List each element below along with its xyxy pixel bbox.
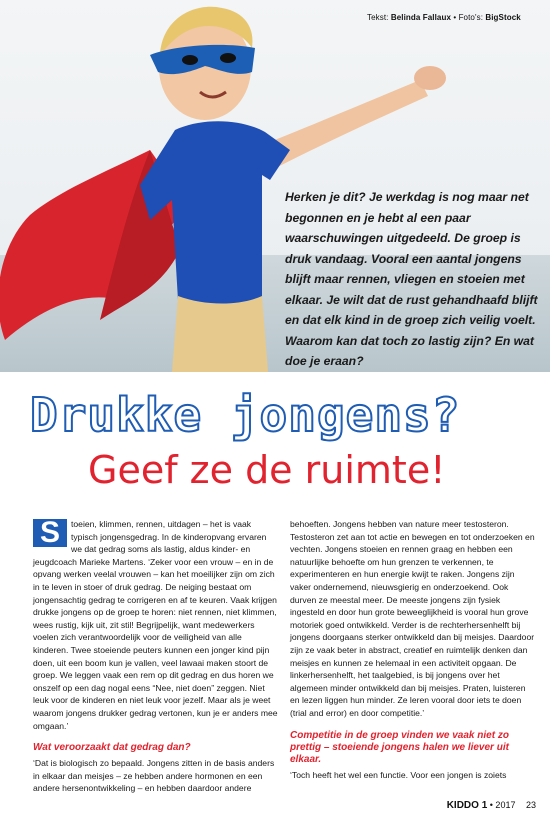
- shorts: [172, 296, 268, 372]
- page-number: 23: [525, 800, 536, 810]
- credit-separator: •: [451, 13, 459, 22]
- issue-year: • 2017: [489, 800, 516, 810]
- credit-author: Belinda Fallaux: [390, 13, 452, 22]
- drop-cap: S: [33, 519, 67, 547]
- intro-paragraph: Herken je dit? Je werkdag is nog maar net begonnen en je hebt al een paar waarschuwingen uitgedeeld. De groep is druk vandaag. Vooral een aantal jongens blijft maar rennen, vliegen en stoeien met elkaar. Je wilt dat de rust gehandhaafd blijft en dat elk kind in de groep zich veilig voelt. Waarom kan dat toch zo lastig zijn? En wat doe je eraan?: [285, 190, 538, 368]
- hero-photo: [0, 0, 550, 372]
- article-column-right: [290, 518, 535, 781]
- credit-text-label: Tekst:: [367, 13, 389, 22]
- photo-credit: [367, 13, 521, 22]
- fist: [414, 66, 446, 90]
- subheading-cause: Wat veroorzaakt dat gedrag dan?: [33, 742, 191, 754]
- article-paragraph: [33, 518, 278, 732]
- right-paragraph-2: ‘Toch heeft het wel een functie. Voor een jongen is zoiets: [290, 769, 507, 780]
- right-paragraph-1: behoeften. Jongens hebben van nature meer testosteron. Testosteron zet aan tot actie en bewegen en tot onderzoeken en vechten. Jongens stoeien en rennen graag en hebben een natuurlijke behoefte om hun grenzen te verkennen, te experimenteren en hun energie kwijt te raken. Jongens zijn vaker ondernemend, nieuwsgierig en onderzoekend. Ook durven ze meestal meer. De meeste jongens zijn fysiek ingesteld en door hun grote beweeglijkheid is vooral hun grove motoriek goed ontwikkeld. Verder is de rechterhersenhelft bij jongens doorgaans sterker ontwikkeld dan bij meisjes. Daardoor zijn ze vaak beter in abstract, creatief en ruimtelijk denken dan meisjes en kunnen ze helemaal in een activiteit opgaan. De linkerhersenhelft, het taalgebied, is bij jongens over het algemeen minder ontwikkeld dan bij meisjes. Praten, luisteren en lezen liggen hun minder. Ze leren vooral door iets te doen (trial and error) en door competitie.’: [290, 519, 535, 718]
- headline-line2: Geef ze de ruimte!: [88, 448, 446, 492]
- credit-photo-label: Foto's:: [458, 13, 484, 22]
- article-column-left: [33, 518, 278, 795]
- page-footer: [447, 800, 536, 811]
- subheading-competition: Competitie in de groep vinden we vaak niet zo prettig – stoeiende jongens halen we liever uit elkaar.: [290, 729, 509, 765]
- left-paragraph-1: toeien, klimmen, rennen, uitdagen – het is vaak typisch jongensgedrag. In de kinderopvang ervaren we dat gedrag soms als lastig, aldus kinder- en jeugdcoach Marieke Martens. ‘Zeker voor een vrouw – en in de opvang werken veelal vrouwen – kan het moeilijker zijn om zich in te leven in stoer of druk gedrag. De neiging bestaat om jongensachtig gedrag te corrigeren en af te keuren. Vaak krijgen drukke jongens op de groep te horen: niet rennen, niet klimmen, wees rustig, kijk uit, zit stil! Begrijpelijk, want medewerkers voelen zich verantwoordelijk voor de veiligheid van alle kinderen. Twee stoeiende peuters kunnen een jonger kind pijn doen, uit een boom kun je vallen, veel lawaai maken stoort de groep. We leggen vaak een rem op dit gedrag en dus horen we onszelf op een dag nogal eens “Nee, niet doen” zeggen. Niet leuk voor de kinderen en niet leuk voor jezelf. Maar als je weet waarom jongens drukker gedrag vertonen, kun je er anders mee omgaan.’: [33, 519, 278, 731]
- left-paragraph-2: ‘Dat is biologisch zo bepaald. Jongens zitten in de basis anders in elkaar dan meisjes – ze hebben andere hormonen en een andere hersenontwikkeling – en hebben daardoor andere: [33, 758, 275, 794]
- magazine-brand: KIDDO 1: [446, 800, 488, 811]
- credit-photo-source: BigStock: [485, 13, 521, 22]
- headline-line1: Drukke jongens?: [30, 388, 461, 442]
